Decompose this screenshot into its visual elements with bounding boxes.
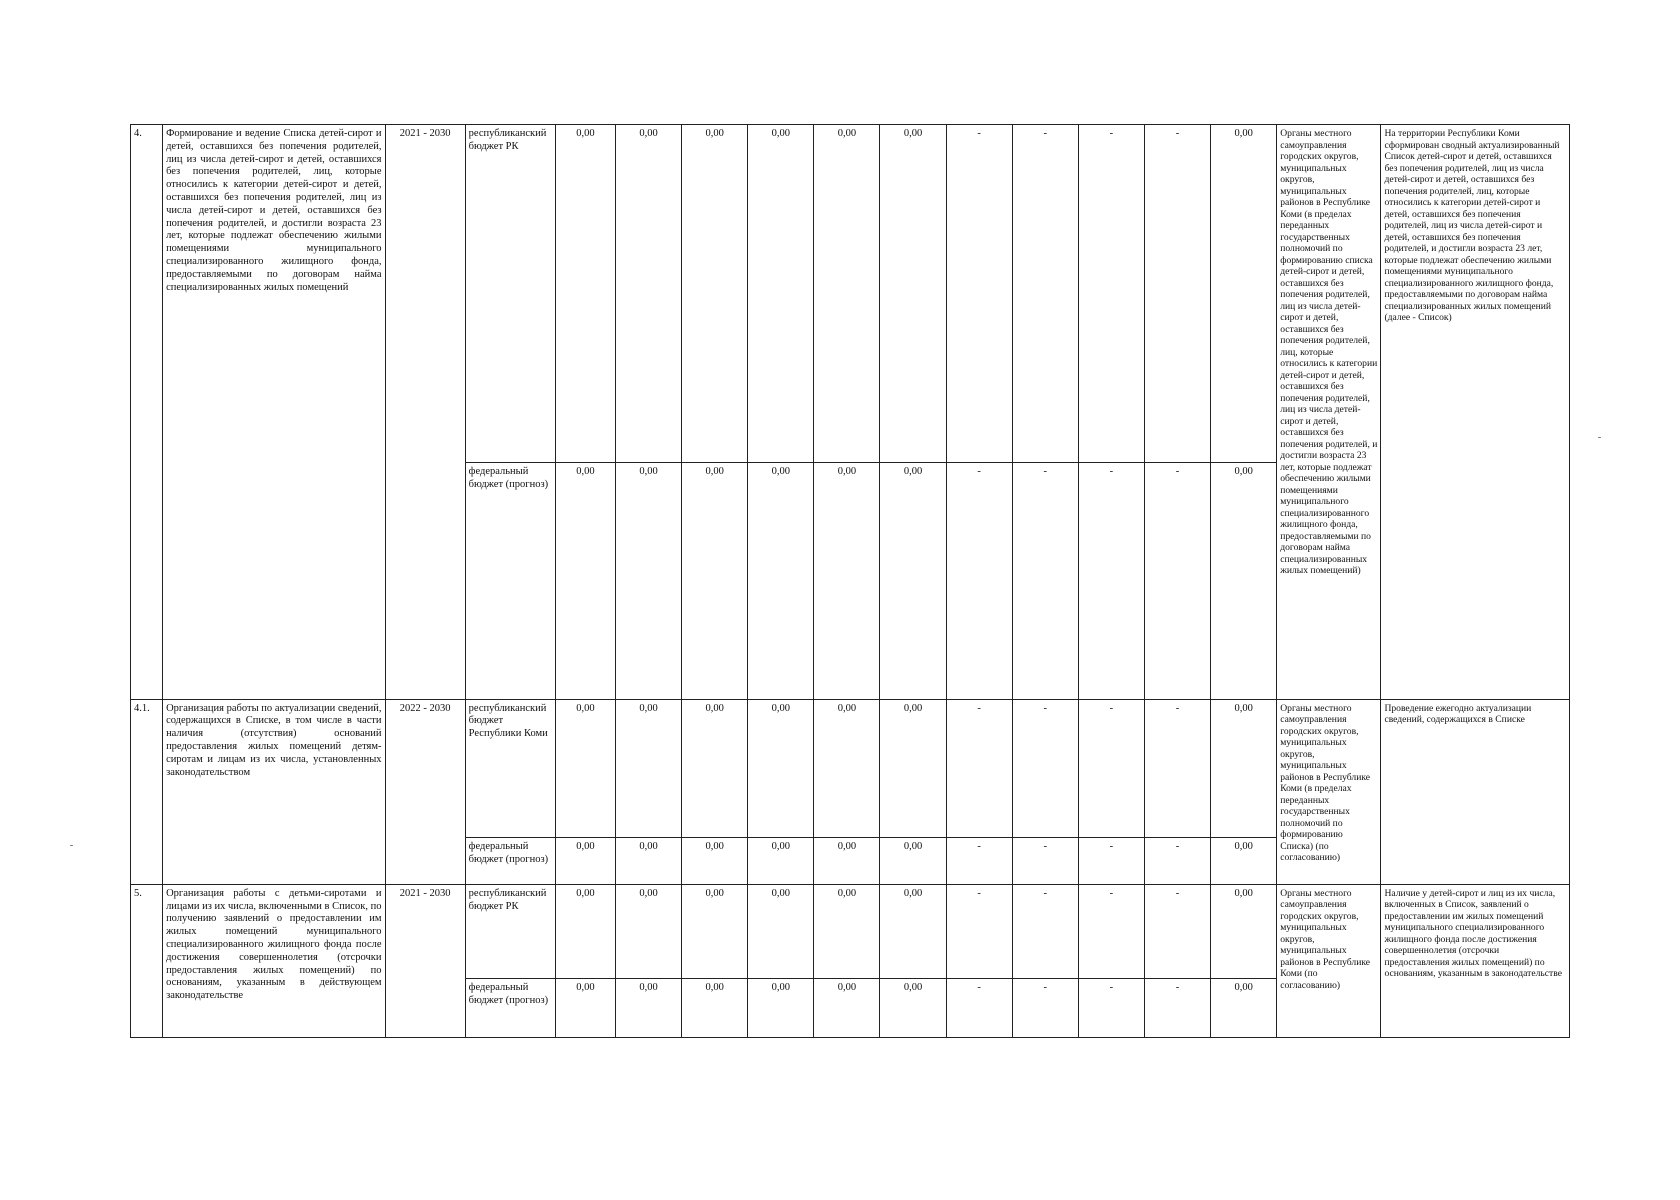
value-cell: -	[946, 884, 1012, 978]
value-cell: 0,00	[615, 978, 681, 1037]
funding-source: федеральный бюджет (прогноз)	[465, 978, 555, 1037]
value-cell: -	[946, 125, 1012, 463]
value-cell: 0,00	[814, 837, 880, 884]
value-cell: 0,00	[880, 837, 946, 884]
value-cell: -	[1078, 699, 1144, 837]
value-cell: -	[1144, 125, 1210, 463]
row-number: 4.1.	[131, 699, 163, 884]
value-cell: 0,00	[880, 978, 946, 1037]
value-cell: 0,00	[814, 978, 880, 1037]
table-row	[131, 884, 1570, 978]
measure-name: Организация работы по актуализации сведений, содержащихся в Списке, в том числе в части наличия (отсутствия) оснований предоставления жилых помещений детям-сиротам и лицам из их числа, установленных законодательством	[163, 699, 385, 884]
funding-source: федеральный бюджет (прогноз)	[465, 463, 555, 699]
expected-result: На территории Республики Коми сформирован сводный актуализированный Список детей-сирот и детей, оставшихся без попечения родителей, лиц из числа детей-сирот и детей, оставшихся без попечения родителей, лиц, которые относились к категории детей-сирот и детей, оставшихся без попечения родителей, лиц из числа детей-сирот и детей, оставшихся без попечения родителей, и достигли возраста 23 лет, которые подлежат обеспечению жилыми помещениями муниципального специализированного жилищного фонда, предоставляемыми по договорам найма специализированных жилых помещений (далее - Список)	[1381, 125, 1570, 700]
scan-speck	[1598, 437, 1601, 438]
value-cell: -	[1078, 884, 1144, 978]
funding-source: федеральный бюджет (прогноз)	[465, 837, 555, 884]
value-cell: 0,00	[682, 125, 748, 463]
value-cell: -	[1078, 978, 1144, 1037]
total-cell: 0,00	[1211, 699, 1277, 837]
value-cell: 0,00	[748, 978, 814, 1037]
executor: Органы местного самоуправления городских округов, муниципальных округов, муниципальных районов в Республике Коми (по согласованию)	[1277, 884, 1381, 1037]
value-cell: 0,00	[615, 884, 681, 978]
value-cell: -	[1144, 699, 1210, 837]
value-cell: 0,00	[748, 884, 814, 978]
value-cell: 0,00	[682, 837, 748, 884]
value-cell: -	[1078, 463, 1144, 699]
value-cell: 0,00	[814, 884, 880, 978]
value-cell: 0,00	[615, 699, 681, 837]
funding-source: республиканский бюджет Республики Коми	[465, 699, 555, 837]
value-cell: 0,00	[748, 837, 814, 884]
total-cell: 0,00	[1211, 978, 1277, 1037]
value-cell: 0,00	[555, 978, 615, 1037]
value-cell: 0,00	[880, 125, 946, 463]
period: 2021 - 2030	[385, 125, 465, 700]
value-cell: 0,00	[748, 125, 814, 463]
value-cell: 0,00	[555, 837, 615, 884]
value-cell: -	[1144, 978, 1210, 1037]
value-cell: 0,00	[555, 884, 615, 978]
value-cell: -	[1144, 463, 1210, 699]
value-cell: 0,00	[555, 463, 615, 699]
value-cell: 0,00	[615, 463, 681, 699]
value-cell: 0,00	[615, 125, 681, 463]
value-cell: -	[1012, 699, 1078, 837]
executor: Органы местного самоуправления городских округов, муниципальных округов, муниципальных районов в Республике Коми (в пределах переданных государственных полномочий по формированию Списка) (по согласованию)	[1277, 699, 1381, 884]
expected-result: Наличие у детей-сирот и лиц из их числа, включенных в Список, заявлений о предоставлении им жилых помещений муниципального специализированного жилищного фонда после достижения совершеннолетия (отсрочки предоставления жилых помещений) по основаниям, указанным в законодательстве	[1381, 884, 1570, 1037]
row-number: 5.	[131, 884, 163, 1037]
value-cell: -	[1078, 837, 1144, 884]
value-cell: -	[946, 699, 1012, 837]
value-cell: 0,00	[682, 884, 748, 978]
scan-speck	[70, 845, 73, 846]
measure-name: Организация работы с детьми-сиротами и лицами из их числа, включенными в Список, по получению заявлений о предоставлении им жилых помещений муниципального специализированного жилищного фонда после достижения совершеннолетия (отсрочки предоставления жилых помещений) по основаниям, указанным в действующем законодательстве	[163, 884, 385, 1037]
period: 2022 - 2030	[385, 699, 465, 884]
value-cell: 0,00	[880, 699, 946, 837]
value-cell: 0,00	[682, 978, 748, 1037]
value-cell: 0,00	[748, 463, 814, 699]
table-row	[131, 125, 1570, 463]
table-row	[131, 699, 1570, 837]
expected-result: Проведение ежегодно актуализации сведений, содержащихся в Списке	[1381, 699, 1570, 884]
value-cell: 0,00	[748, 699, 814, 837]
total-cell: 0,00	[1211, 837, 1277, 884]
funding-source: республиканский бюджет РК	[465, 125, 555, 463]
value-cell: -	[946, 978, 1012, 1037]
value-cell: -	[1012, 463, 1078, 699]
budget-table	[130, 124, 1570, 1038]
value-cell: 0,00	[814, 699, 880, 837]
value-cell: -	[1144, 884, 1210, 978]
value-cell: -	[1012, 884, 1078, 978]
value-cell: -	[1012, 125, 1078, 463]
value-cell: -	[946, 837, 1012, 884]
total-cell: 0,00	[1211, 125, 1277, 463]
value-cell: -	[946, 463, 1012, 699]
total-cell: 0,00	[1211, 884, 1277, 978]
value-cell: -	[1078, 125, 1144, 463]
value-cell: 0,00	[814, 463, 880, 699]
value-cell: 0,00	[682, 463, 748, 699]
value-cell: 0,00	[615, 837, 681, 884]
row-number: 4.	[131, 125, 163, 700]
value-cell: 0,00	[880, 884, 946, 978]
value-cell: 0,00	[682, 699, 748, 837]
executor: Органы местного самоуправления городских округов, муниципальных округов, муниципальных районов в Республике Коми (в пределах переданных государственных полномочий по формированию списка детей-сирот и детей, оставшихся без попечения родителей, лиц из числа детей-сирот и детей, оставшихся без попечения родителей, лиц, которые относились к категории детей-сирот и детей, оставшихся без попечения родителей, лиц из числа детей-сирот и детей, оставшихся без попечения родителей, и достигли возраста 23 лет, которые подлежат обеспечению жилыми помещениями муниципального специализированного жилищного фонда, предоставляемыми по договорам найма специализированных жилых помещений)	[1277, 125, 1381, 700]
value-cell: -	[1012, 837, 1078, 884]
value-cell: 0,00	[814, 125, 880, 463]
period: 2021 - 2030	[385, 884, 465, 1037]
value-cell: 0,00	[880, 463, 946, 699]
value-cell: -	[1144, 837, 1210, 884]
total-cell: 0,00	[1211, 463, 1277, 699]
value-cell: 0,00	[555, 125, 615, 463]
funding-source: республиканский бюджет РК	[465, 884, 555, 978]
measure-name: Формирование и ведение Списка детей-сирот и детей, оставшихся без попечения родителей, лиц из числа детей-сирот и детей, оставшихся без попечения родителей, лиц, которые относились к категории детей-сирот и детей, оставшихся без попечения родителей, лиц из числа детей-сирот и детей, оставшихся без попечения родителей, и достигли возраста 23 лет, которые подлежат обеспечению жилыми помещениями муниципального специализированного жилищного фонда, предоставляемыми по договорам найма специализированных жилых помещений	[163, 125, 385, 700]
value-cell: 0,00	[555, 699, 615, 837]
value-cell: -	[1012, 978, 1078, 1037]
